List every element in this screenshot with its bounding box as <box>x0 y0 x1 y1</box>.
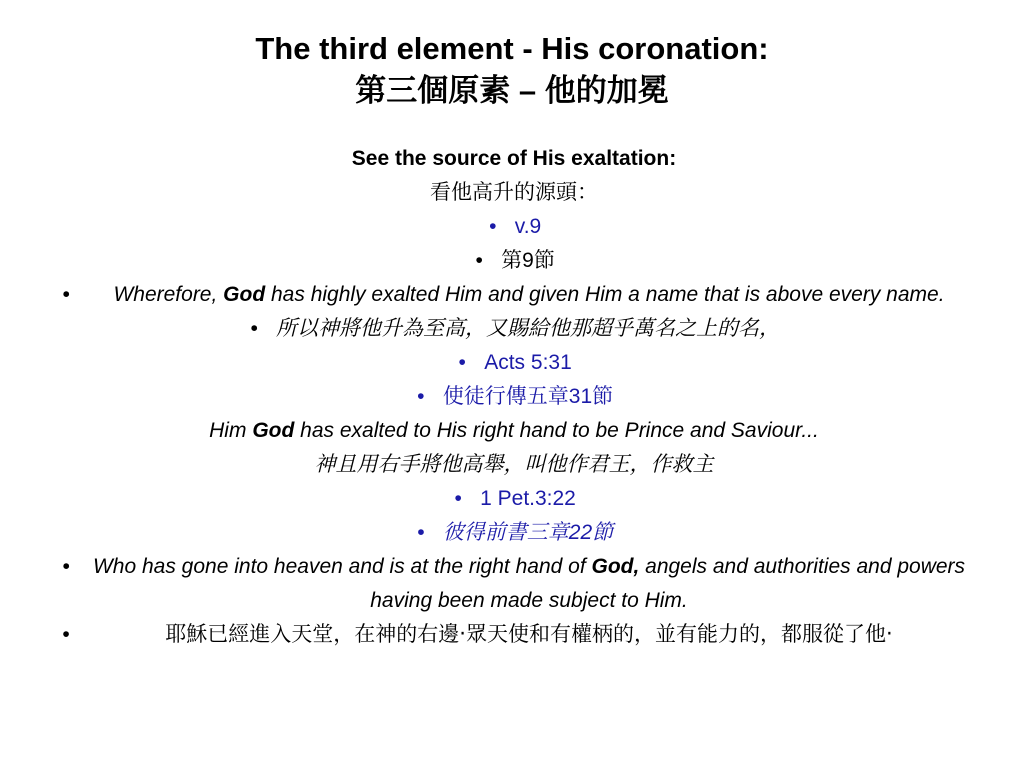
verse3-chinese-line <box>44 618 984 652</box>
verse1-chinese: 所以神將他升為至高，又賜給他那超乎萬名之上的名， <box>276 317 780 340</box>
verse2-text-start: Him <box>209 419 253 442</box>
verse3-english <box>44 550 984 618</box>
reference-peter-chinese: 彼得前書三章22節 <box>442 521 614 544</box>
bullet-icon: • <box>489 215 497 238</box>
reference-line-v9 <box>44 210 984 244</box>
title-block <box>0 28 1024 112</box>
bullet-icon: • <box>250 317 258 340</box>
slide-title-english: The third element - His coronation: <box>255 31 769 66</box>
bullet-icon: • <box>458 351 466 374</box>
bullet-icon: • <box>62 555 70 578</box>
verse2-emphasis: God <box>252 419 295 442</box>
bullet-icon: • <box>475 249 483 272</box>
slide-title-chinese: 第三個原素 – 他的加冕 <box>355 73 669 108</box>
verse1-english <box>44 278 984 312</box>
reference-v9-english: v.9 <box>514 215 542 238</box>
verse3-text-end: angels and authorities and powers having been made subject to Him. <box>370 555 966 612</box>
verse3-english-line <box>44 550 984 618</box>
verse1-text-end: has highly exalted Him and given Him a name that is above every name. <box>265 283 945 306</box>
verse1-text-start: Wherefore, <box>113 283 224 306</box>
reference-acts-english: Acts 5:31 <box>484 351 572 374</box>
reference-peter-english: 1 Pet.3:22 <box>480 487 576 510</box>
bullet-icon: • <box>454 487 462 510</box>
reference-line-peter-chinese <box>44 516 984 550</box>
bullet-icon: • <box>417 385 425 408</box>
verse3-emphasis: God, <box>591 555 640 578</box>
verse2-text-end: has exalted to His right hand to be Prince and Saviour... <box>294 419 819 442</box>
verse1-english-line <box>44 278 984 312</box>
reference-line-acts <box>44 346 984 380</box>
bullet-icon: • <box>62 623 70 646</box>
heading-chinese: 看他高升的源頭： <box>430 181 598 204</box>
reference-acts-chinese: 使徒行傳五章31節 <box>442 385 614 408</box>
verse1-emphasis: God <box>223 283 266 306</box>
reference-v9-chinese: 第9節 <box>501 249 555 272</box>
reference-line-v9-chinese <box>44 244 984 278</box>
bullet-icon: • <box>417 521 425 544</box>
verse1-chinese-line <box>44 312 984 346</box>
reference-line-acts-chinese <box>44 380 984 414</box>
verse3-chinese: 耶穌已經進入天堂，在神的右邊‧眾天使和有權柄的，並有能力的，都服從了他‧ <box>165 623 893 646</box>
heading-english: See the source of His exaltation: <box>351 147 677 170</box>
reference-line-peter <box>44 482 984 516</box>
verse2-chinese: 神且用右手將他高舉，叫他作君王，作救主 <box>314 453 714 476</box>
bullet-icon: • <box>62 283 70 306</box>
verse2-english <box>44 414 984 448</box>
slide-body <box>44 142 984 652</box>
verse3-text-start: Who has gone into heaven and is at the right hand of <box>92 555 592 578</box>
